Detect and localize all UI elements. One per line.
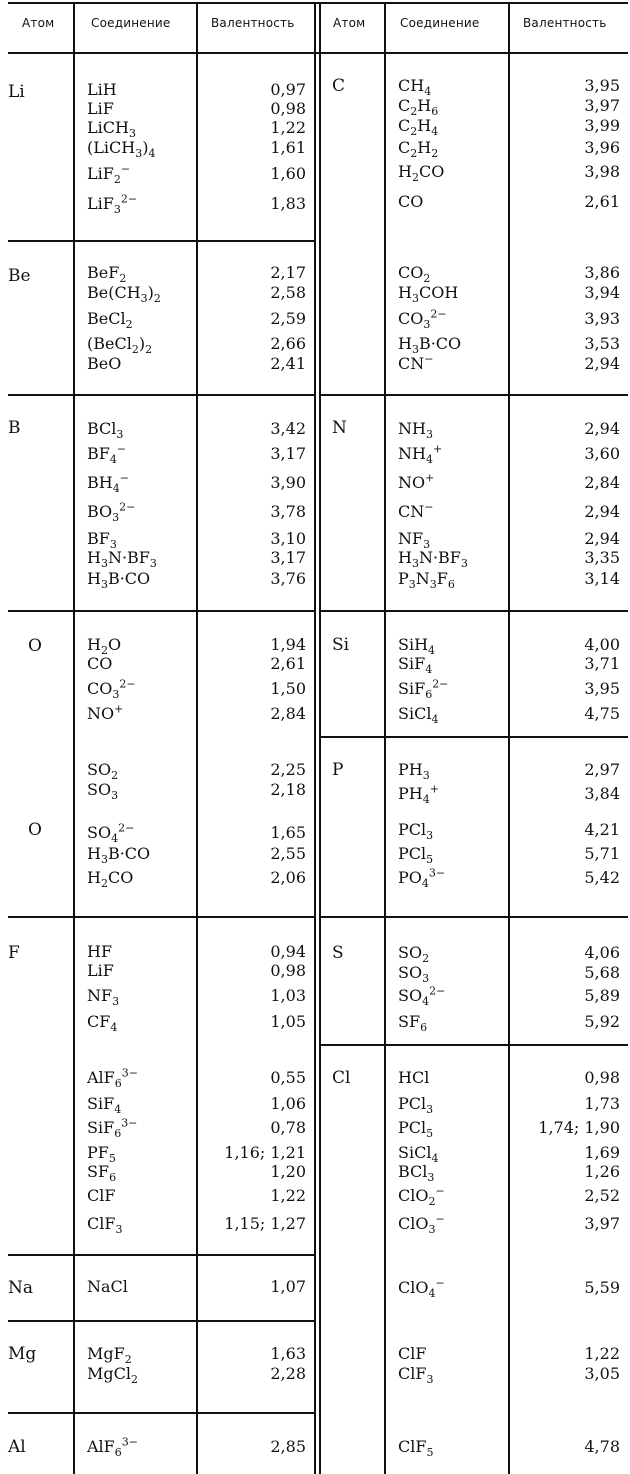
valence-cell: 1,05 — [270, 1012, 306, 1031]
valence-cell: 4,75 — [584, 704, 620, 723]
valence-cell: 0,55 — [270, 1068, 306, 1087]
compound-cell: LiF$_3^{2-}$ — [87, 192, 138, 217]
valence-cell: 1,22 — [270, 1186, 306, 1205]
right-sep-s-cl — [319, 1044, 628, 1046]
valence-cell: 2,94 — [584, 529, 620, 548]
valence-cell: 3,53 — [584, 334, 620, 353]
valence-cell: 2,25 — [270, 760, 306, 779]
valence-cell: 3,95 — [584, 679, 620, 698]
compound-cell: LiF$_2$− — [87, 162, 131, 187]
compound-cell: CO — [87, 654, 113, 673]
valence-cell: 1,73 — [584, 1094, 620, 1113]
compound-cell: $H_2CO$ — [398, 162, 445, 185]
valence-cell: 1,07 — [270, 1277, 306, 1296]
valence-cell: 1,16; 1,21 — [224, 1143, 306, 1162]
divider-center-a — [314, 2, 316, 1474]
compound-cell: NO+ — [398, 471, 435, 492]
compound-cell: LiF — [87, 99, 114, 118]
left-sep-li-be — [8, 240, 314, 242]
left-sep-be-b — [8, 394, 314, 396]
atom-cell: Cl — [332, 1068, 351, 1088]
valence-cell: 3,94 — [584, 283, 620, 302]
valence-cell: 2,17 — [270, 263, 306, 282]
valence-cell: 0,97 — [270, 80, 306, 99]
compound-cell: $C_2H_6$ — [398, 96, 439, 119]
valence-cell: 3,93 — [584, 309, 620, 328]
compound-cell: PCl$_3$ — [398, 1094, 434, 1117]
valence-cell: 2,84 — [584, 473, 620, 492]
left-sep-o-f — [8, 916, 314, 918]
left-sep-f-na — [8, 1254, 314, 1256]
header-rule — [8, 52, 628, 54]
compound-cell: $SO_3$ — [87, 780, 119, 803]
compound-cell: $PO_4^{3-}$ — [398, 866, 446, 891]
left-sep-mg-al — [8, 1412, 314, 1414]
compound-cell: ClF$_3$ — [87, 1214, 123, 1237]
compound-cell: $BH_4^-$ — [87, 471, 129, 496]
valence-cell: 0,98 — [584, 1068, 620, 1087]
compound-cell: $CO_3^{2-}$ — [398, 307, 447, 332]
right-sep-c-n — [319, 394, 628, 396]
compound-cell: SiF$_4$ — [398, 654, 433, 677]
compound-cell: $CF_4$ — [87, 1012, 118, 1035]
compound-cell: $SF_6$ — [87, 1162, 117, 1185]
compound-cell: $H_3COH$ — [398, 283, 459, 306]
valence-cell: 1,63 — [270, 1344, 306, 1363]
divider-right-atom — [384, 2, 386, 1474]
valence-cell: 4,21 — [584, 820, 620, 839]
valence-cell: 2,55 — [270, 844, 306, 863]
compound-cell: HCl — [398, 1068, 430, 1087]
valence-cell: 3,14 — [584, 569, 620, 588]
valence-cell: 3,17 — [270, 444, 306, 463]
divider-right-valence — [508, 2, 510, 1474]
atom-cell: Na — [8, 1278, 34, 1298]
header-atom-right: Атом — [333, 16, 366, 30]
valence-cell: 2,94 — [584, 419, 620, 438]
compound-cell: $PH_3$ — [398, 760, 430, 783]
compound-cell: CO — [398, 192, 424, 211]
atom-cell: B — [8, 418, 21, 438]
valence-cell: 1,03 — [270, 986, 306, 1005]
valence-cell: 1,61 — [270, 138, 306, 157]
compound-cell: $BF_4^-$ — [87, 442, 127, 467]
valence-cell: 2,61 — [584, 192, 620, 211]
compound-cell: BCl$_3$ — [87, 419, 124, 442]
compound-cell: SiCl$_4$ — [398, 1143, 439, 1166]
compound-cell: ClF$_3$ — [398, 1364, 434, 1387]
valence-cell: 2,84 — [270, 704, 306, 723]
compound-cell: $SO_2$ — [87, 760, 119, 783]
valence-cell: 3,17 — [270, 548, 306, 567]
valence-cell: 5,42 — [584, 868, 620, 887]
valence-cell: 3,97 — [584, 96, 620, 115]
compound-cell: LiH — [87, 80, 117, 99]
atom-cell: Si — [332, 635, 350, 655]
header-valence-right: Валентность — [523, 16, 607, 30]
compound-cell: SiH$_4$ — [398, 635, 436, 658]
compound-cell: PCl$_3$ — [398, 820, 434, 843]
header-atom-left: Атом — [22, 16, 55, 30]
valence-cell: 2,18 — [270, 780, 306, 799]
valence-cell: 2,28 — [270, 1364, 306, 1383]
valence-cell: 2,58 — [270, 283, 306, 302]
valence-cell: 1,65 — [270, 823, 306, 842]
compound-cell: ClF$_5$ — [398, 1437, 434, 1460]
valence-cell: 3,96 — [584, 138, 620, 157]
right-sep-p-s — [319, 916, 628, 918]
atom-cell: F — [8, 943, 20, 963]
right-sep-si-p — [319, 736, 628, 738]
valence-cell: 2,94 — [584, 354, 620, 373]
valence-cell: 1,15; 1,27 — [224, 1214, 306, 1233]
compound-cell: $H_2CO$ — [87, 868, 134, 891]
valence-cell: 2,61 — [270, 654, 306, 673]
valence-cell: 3,97 — [584, 1214, 620, 1233]
compound-cell: $NF_3$ — [398, 529, 431, 552]
valence-cell: 5,89 — [584, 986, 620, 1005]
compound-cell: $H_2O$ — [87, 635, 122, 658]
compound-cell: $H_3B\cdot CO$ — [87, 569, 151, 592]
valence-cell: 1,94 — [270, 635, 306, 654]
valence-cell: 0,94 — [270, 942, 306, 961]
valence-cell: 2,52 — [584, 1186, 620, 1205]
valence-cell: 2,59 — [270, 309, 306, 328]
atom-cell: C — [332, 76, 346, 96]
left-sep-b-o — [8, 610, 314, 612]
compound-cell: $BO_3^{2-}$ — [87, 500, 136, 525]
valence-cell: 2,97 — [584, 760, 620, 779]
compound-cell: ClF — [398, 1344, 427, 1363]
compound-cell: BeO — [87, 354, 122, 373]
valence-cell: 2,94 — [584, 502, 620, 521]
valence-cell: 3,71 — [584, 654, 620, 673]
valence-cell: 1,22 — [270, 118, 306, 137]
right-sep-n-si — [319, 610, 628, 612]
divider-center-b — [319, 2, 321, 1474]
compound-cell: $H_3N\cdot BF_3$ — [87, 548, 157, 571]
valence-cell: 1,50 — [270, 679, 306, 698]
valence-cell: 1,69 — [584, 1143, 620, 1162]
atom-cell: N — [332, 418, 347, 438]
compound-cell: $NH_3$ — [398, 419, 433, 442]
compound-cell: NO+ — [87, 702, 124, 723]
valence-cell: 5,59 — [584, 1278, 620, 1297]
valence-cell: 5,68 — [584, 963, 620, 982]
valence-cell: 3,86 — [584, 263, 620, 282]
valence-cell: 0,78 — [270, 1118, 306, 1137]
valence-cell: 3,90 — [270, 473, 306, 492]
compound-cell: $H_3B\cdot CO$ — [87, 844, 151, 867]
compound-cell: SiCl$_4$ — [398, 704, 439, 727]
compound-cell: ClO$_4$− — [398, 1276, 445, 1301]
compound-cell: SiF$_6^{3-}$ — [87, 1116, 138, 1141]
compound-cell: $CO_3^{2-}$ — [87, 677, 136, 702]
compound-cell: $SO_2$ — [398, 943, 430, 966]
compound-cell: ClO$_3$− — [398, 1212, 445, 1237]
valence-cell: 3,35 — [584, 548, 620, 567]
compound-cell: ClF — [87, 1186, 116, 1205]
valence-cell: 1,22 — [584, 1344, 620, 1363]
compound-cell: $H_3B\cdot CO$ — [398, 334, 462, 357]
compound-cell: PCl$_5$ — [398, 1118, 434, 1141]
compound-cell: $C_2H_2$ — [398, 138, 439, 161]
valence-cell: 1,06 — [270, 1094, 306, 1113]
compound-cell: BeCl$_2$ — [87, 309, 133, 332]
valence-cell: 3,98 — [584, 162, 620, 181]
compound-cell: CN− — [398, 352, 434, 373]
atom-cell: P — [332, 760, 344, 780]
compound-cell: $PH_4^+$ — [398, 782, 439, 807]
valence-cell: 3,60 — [584, 444, 620, 463]
header-compound-left: Соединение — [91, 16, 171, 30]
compound-cell: $BF_3$ — [87, 529, 117, 552]
valence-cell: 3,05 — [584, 1364, 620, 1383]
compound-cell: $CO_2$ — [398, 263, 431, 286]
header-valence-left: Валентность — [211, 16, 295, 30]
valence-cell: 1,83 — [270, 194, 306, 213]
compound-cell: $SO_3$ — [398, 963, 430, 986]
compound-cell: AlF$_6^{3-}$ — [87, 1066, 138, 1091]
compound-cell: MgF$_2$ — [87, 1344, 132, 1367]
compound-cell: ClO$_2$− — [398, 1184, 445, 1209]
compound-cell: $P_3N_3F_6$ — [398, 569, 455, 592]
valence-cell: 2,66 — [270, 334, 306, 353]
compound-cell: $(LiCH_3)_4$ — [87, 138, 156, 161]
valence-cell: 2,06 — [270, 868, 306, 887]
compound-cell: PCl$_5$ — [398, 844, 434, 867]
valence-cell: 2,41 — [270, 354, 306, 373]
compound-cell: SiF$_6^{2-}$ — [398, 677, 449, 702]
atom-cell: Be — [8, 266, 31, 286]
valence-cell: 1,74; 1,90 — [538, 1118, 620, 1137]
atom-cell: O — [28, 820, 42, 840]
atom-cell: O — [28, 636, 42, 656]
valence-cell: 3,78 — [270, 502, 306, 521]
valence-cell: 0,98 — [270, 99, 306, 118]
compound-cell: NaCl — [87, 1277, 128, 1296]
compound-cell: $NF_3$ — [87, 986, 120, 1009]
header-compound-right: Соединение — [400, 16, 480, 30]
compound-cell: $(BeCl_2)_2$ — [87, 334, 153, 357]
compound-cell: $SO_4^{2-}$ — [87, 821, 135, 846]
compound-cell: $PF_5$ — [87, 1143, 116, 1166]
compound-cell: LiCH$_3$ — [87, 118, 136, 141]
atom-cell: Al — [8, 1437, 26, 1457]
compound-cell: $SO_4^{2-}$ — [398, 984, 446, 1009]
compound-cell: BeF$_2$ — [87, 263, 127, 286]
valence-cell: 4,06 — [584, 943, 620, 962]
valence-cell: 0,98 — [270, 961, 306, 980]
compound-cell: $H_3N\cdot BF_3$ — [398, 548, 468, 571]
valence-cell: 4,00 — [584, 635, 620, 654]
compound-cell: SiF$_4$ — [87, 1094, 122, 1117]
compound-cell: HF — [87, 942, 113, 961]
atom-cell: Mg — [8, 1344, 37, 1364]
compound-cell: BCl$_3$ — [398, 1162, 435, 1185]
compound-cell: $Be(CH_3)_2$ — [87, 283, 161, 306]
compound-cell: CN− — [398, 500, 434, 521]
valence-cell: 3,95 — [584, 76, 620, 95]
valence-cell: 2,85 — [270, 1437, 306, 1456]
valence-cell: 3,76 — [270, 569, 306, 588]
valence-cell: 3,84 — [584, 784, 620, 803]
left-sep-na-mg — [8, 1320, 314, 1322]
valence-cell: 3,99 — [584, 116, 620, 135]
atom-cell: S — [332, 943, 344, 963]
compound-cell: LiF — [87, 961, 114, 980]
top-rule — [8, 2, 628, 4]
valence-cell: 5,71 — [584, 844, 620, 863]
valence-cell: 3,42 — [270, 419, 306, 438]
valence-cell: 5,92 — [584, 1012, 620, 1031]
compound-cell: MgCl$_2$ — [87, 1364, 138, 1387]
valence-cell: 3,10 — [270, 529, 306, 548]
valence-cell: 1,60 — [270, 164, 306, 183]
atom-cell: Li — [8, 82, 25, 102]
compound-cell: $NH_4^+$ — [398, 442, 443, 467]
compound-cell: $C_2H_4$ — [398, 116, 439, 139]
compound-cell: $SF_6$ — [398, 1012, 428, 1035]
valence-cell: 1,20 — [270, 1162, 306, 1181]
valence-cell: 4,78 — [584, 1437, 620, 1456]
valence-cell: 1,26 — [584, 1162, 620, 1181]
compound-cell: AlF$_6^{3-}$ — [87, 1435, 138, 1460]
compound-cell: $CH_4$ — [398, 76, 432, 99]
